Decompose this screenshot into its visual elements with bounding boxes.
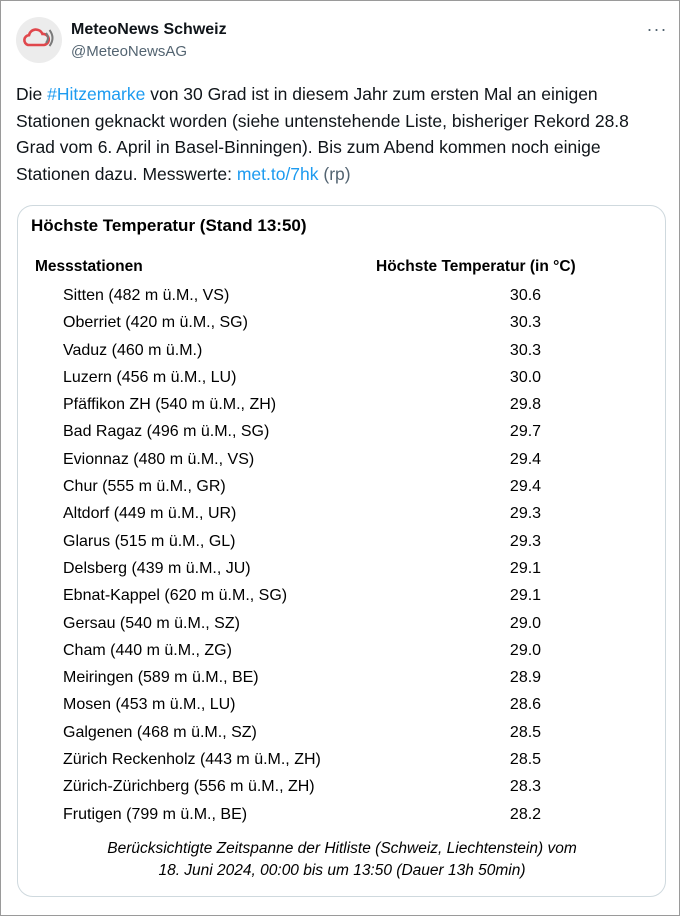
station-name: Mosen (453 m ü.M., LU) — [63, 696, 236, 714]
temperature-value: 29.3 — [509, 532, 542, 550]
temperature-value: 30.0 — [509, 368, 542, 386]
table-row — [18, 530, 665, 557]
station-name: Bad Ragaz (496 m ü.M., SG) — [63, 423, 270, 441]
temperature-value: 29.7 — [509, 423, 542, 441]
table-row — [18, 666, 665, 693]
temperature-value: 28.5 — [509, 751, 542, 769]
table-row — [18, 366, 665, 393]
table-footnote — [18, 838, 652, 882]
user-handle[interactable]: @MeteoNewsAG — [71, 43, 188, 60]
more-icon[interactable]: ··· — [646, 19, 668, 39]
table-row — [18, 284, 665, 311]
station-name: Meiringen (589 m ü.M., BE) — [63, 669, 259, 687]
temperature-value: 29.1 — [509, 587, 542, 605]
temperature-value: 28.6 — [509, 696, 542, 714]
tweet-text-part2: von 30 Grad ist in diesem Jahr zum ersten Mal an einigen Stationen geknackt worden (siehe untenstehende Liste, bisheriger Rekord 28.8 Grad vom 6. April in Basel-Binningen). Bis zum Abend kommen noch einige Stationen dazu. Messwerte: — [16, 84, 629, 184]
station-name: Oberriet (420 m ü.M., SG) — [63, 314, 248, 332]
temperature-value: 28.5 — [509, 723, 542, 741]
station-name: Galgenen (468 m ü.M., SZ) — [63, 723, 257, 741]
temperature-value: 28.2 — [509, 805, 542, 823]
temperature-value: 30.3 — [509, 341, 542, 359]
station-name: Sitten (482 m ü.M., VS) — [63, 287, 230, 304]
table-row — [18, 639, 665, 666]
tweet-text-part1: Die — [16, 84, 48, 104]
cloud-signal-logo-icon — [22, 25, 56, 56]
temperature-value: 29.0 — [509, 614, 542, 632]
external-link[interactable]: met.to/7hk — [236, 163, 319, 184]
station-name: Zürich Reckenholz (443 m ü.M., ZH) — [63, 751, 321, 769]
table-row — [18, 584, 665, 611]
station-list — [18, 284, 665, 830]
station-name: Pfäffikon ZH (540 m ü.M., ZH) — [63, 396, 277, 414]
temperature-value: 28.3 — [509, 778, 542, 796]
temperature-value: 29.0 — [509, 641, 542, 659]
station-name: Zürich-Zürichberg (556 m ü.M., ZH) — [63, 778, 315, 796]
table-row — [18, 612, 665, 639]
station-name: Frutigen (799 m ü.M., BE) — [63, 805, 248, 823]
station-name: Chur (555 m ü.M., GR) — [63, 478, 226, 496]
table-row — [18, 693, 665, 720]
attached-image[interactable] — [17, 205, 666, 897]
temperature-value: 29.1 — [509, 559, 542, 577]
station-name: Glarus (515 m ü.M., GL) — [63, 532, 236, 550]
table-row — [18, 339, 665, 366]
table-row — [18, 448, 665, 475]
station-name: Cham (440 m ü.M., ZG) — [63, 641, 232, 659]
footnote-line-1: Berücksichtigte Zeitspanne der Hitliste (Schweiz, Liechtenstein) vom — [107, 840, 577, 857]
author-names — [71, 20, 227, 62]
column-header-stations: Messstationen — [35, 258, 143, 275]
table-row — [18, 557, 665, 584]
temperature-value: 29.8 — [509, 396, 542, 414]
table-row — [18, 475, 665, 502]
table-row — [18, 775, 665, 802]
table-row — [18, 502, 665, 529]
tweet-suffix: (rp) — [318, 163, 351, 184]
temperature-value: 29.4 — [509, 478, 542, 496]
temperature-value: 30.6 — [509, 287, 542, 304]
table-row — [18, 311, 665, 338]
station-name: Ebnat-Kappel (620 m ü.M., SG) — [63, 587, 288, 605]
temperature-value: 29.4 — [509, 450, 542, 468]
tweet-text — [16, 81, 656, 187]
footnote-line-2: 18. Juni 2024, 00:00 bis um 13:50 (Dauer 13h 50min) — [158, 862, 526, 879]
station-name: Gersau (540 m ü.M., SZ) — [63, 614, 240, 632]
station-name: Delsberg (439 m ü.M., JU) — [63, 559, 251, 577]
station-name: Evionnaz (480 m ü.M., VS) — [63, 450, 255, 468]
hashtag-link[interactable]: #Hitzemarke — [47, 84, 146, 104]
column-header-temperature: Höchste Temperatur (in °C) — [376, 258, 576, 275]
table-row — [18, 803, 665, 830]
temperature-value: 28.9 — [509, 669, 542, 687]
tweet-header — [16, 17, 671, 67]
table-title: Höchste Temperatur (Stand 13:50) — [31, 216, 307, 235]
avatar[interactable] — [16, 17, 62, 63]
table-row — [18, 420, 665, 447]
temperature-value: 30.3 — [509, 314, 542, 332]
table-row — [18, 721, 665, 748]
station-name: Altdorf (449 m ü.M., UR) — [63, 505, 237, 523]
station-name: Vaduz (460 m ü.M.) — [63, 341, 203, 359]
display-name[interactable]: MeteoNews Schweiz — [71, 21, 227, 38]
temperature-value: 29.3 — [509, 505, 542, 523]
table-row — [18, 748, 665, 775]
table-row — [18, 393, 665, 420]
station-name: Luzern (456 m ü.M., LU) — [63, 368, 237, 386]
